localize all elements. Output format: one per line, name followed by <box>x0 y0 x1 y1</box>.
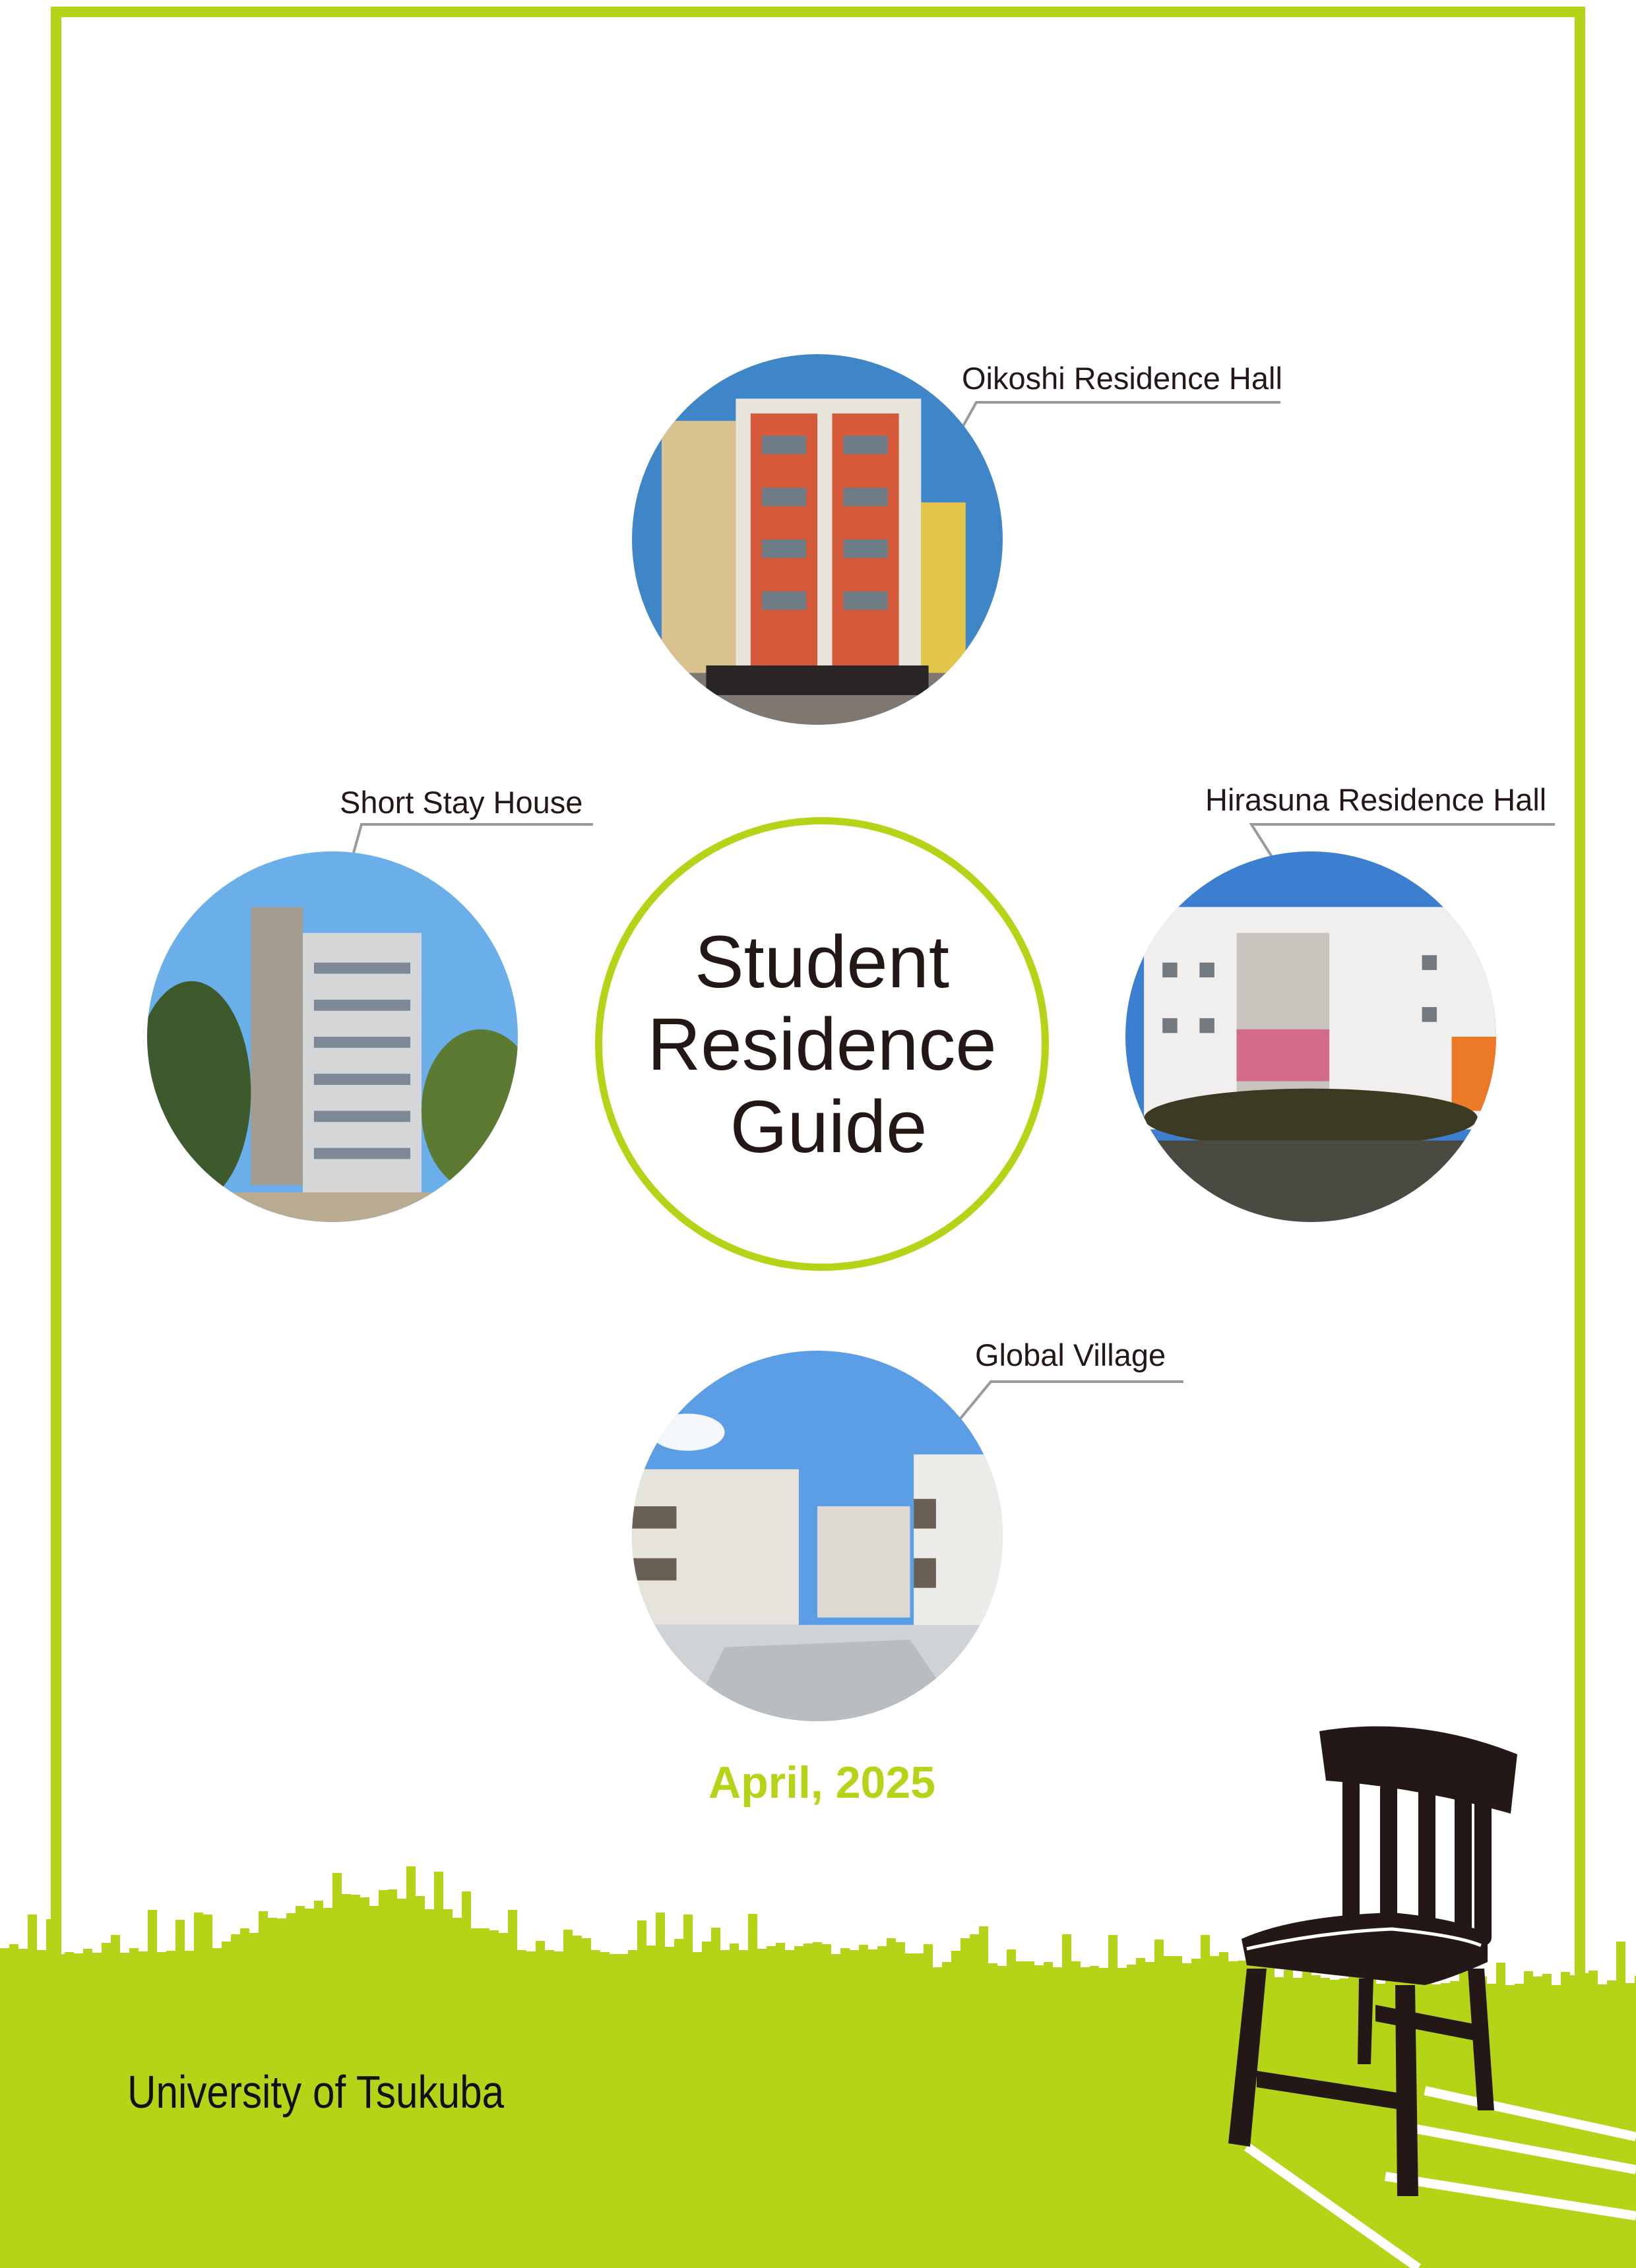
hirasuna-residence-label: Hirasuna Residence Hall <box>1205 782 1547 817</box>
title-line-guide: Guide <box>730 1085 928 1168</box>
oikoshi-leader-line <box>947 402 1280 454</box>
publication-date: April, 2025 <box>708 1758 935 1808</box>
title-circle <box>595 817 1049 1271</box>
global-village-photo <box>632 1351 1003 1721</box>
short-stay-house-photo <box>147 851 518 1222</box>
title-line-student: Student <box>694 920 950 1003</box>
global-village-leader-line <box>947 1382 1183 1434</box>
hirasuna-residence-photo <box>1125 851 1496 1222</box>
global-village-label: Global Village <box>975 1337 1166 1372</box>
oikoshi-residence-label: Oikoshi Residence Hall <box>962 361 1282 396</box>
oikoshi-residence-photo <box>632 354 1003 725</box>
short-stay-house-label: Short Stay House <box>340 785 583 820</box>
title-line-residence: Residence <box>647 1002 997 1086</box>
university-name: University of Tsukuba <box>127 2066 505 2118</box>
